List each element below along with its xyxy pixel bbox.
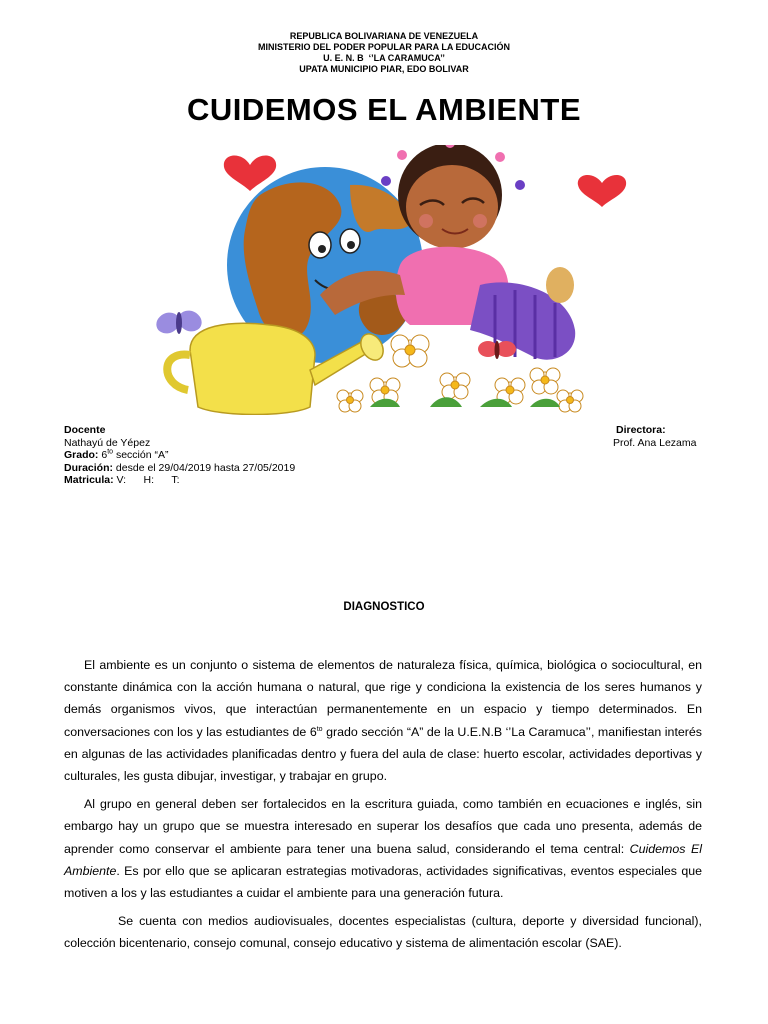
grado-superscript: to [107,448,114,456]
paragraph-2-text-a: Al grupo en general deben ser fortalecidos en la escritura guiada, como también en ecuaciones e inglés, sin embargo hay un grupo que se muestra interesado en superar los desafíos que cada uno presenta, además de aprender como conservar el ambiente para tener una buena salud, considerando el tema central: [64,797,702,856]
directora-label: Directora: [616,424,666,436]
paragraph-1 [64,654,702,787]
diagnostico-body [64,654,702,961]
duracion-line [64,462,295,475]
header-line-republic: REPUBLICA BOLIVARIANA DE VENEZUELA [289,31,479,41]
header-line-ministry: MINISTERIO DEL PODER POPULAR PARA LA EDUCACIÓN [257,42,510,52]
matricula-line [64,474,295,487]
grado-section: sección “A” [113,449,169,461]
cover-illustration [150,145,640,415]
duracion-value: desde el 29/04/2019 hasta 27/05/2019 [113,461,296,474]
paragraph-1-text-b: grado sección “A” de la U.E.N.B ‘’La Caramuca’’, manifiestan interés en algunas de las actividades planificadas dentro y fuera del aula de clase: huerto escolar, actividades deportivas y culturales, les gusta dibujar, investigar, y trabajar en grupo. [64,724,702,784]
header-line-school: U. E. N. B ‘’LA CARAMUCA’’ [323,53,445,63]
institution-header [0,31,768,75]
butterfly-icon [478,341,516,359]
grado-number: 6 [101,449,108,461]
diagnostico-heading: DIAGNOSTICO [343,601,425,613]
paragraph-2 [64,793,702,904]
paragraph-3: Se cuenta con medios audiovisuales, docentes especialistas (cultura, deporte y diversidad funcional), colección bicentenario, consejo comunal, consejo educativo y sistema de alimentación escolar (SAE). [64,914,702,951]
paragraph-1-text-a: El ambiente es un conjunto o sistema de elementos de naturaleza física, química, biológica o sociocultural, en constante dinámica con la acción humana o natural, que rige y condiciona la existencia de los seres humanos y demás organismos vivos, que interactúan permanentemente en un espacio y tiempo determinados. En conversaciones con los y las estudiantes de 6 [64,658,702,739]
header-line-location: UPATA MUNICIPIO PIAR, EDO BOLIVAR [299,64,469,74]
paragraph-2-text-b: . Es por ello que se aplicaran estrategias motivadoras, actividades significativas, eventos especiales que motiven a los y las estudiantes a cuidar el ambiente para una generación futura. [64,863,702,901]
matricula-value: V: H: T: [113,474,180,486]
teacher-info [64,424,295,487]
docente-name: Nathayú de Yépez [64,436,151,449]
butterfly-icon [153,307,205,337]
directora-name: Prof. Ana Lezama [613,436,697,449]
heart-icon [578,175,626,207]
grado-label: Grado: [64,449,99,461]
matricula-label: Matricula: [64,474,114,486]
page-title: CUIDEMOS EL AMBIENTE [186,92,582,127]
paragraph-1-superscript: to [316,725,323,733]
grado-line [64,449,295,462]
duracion-label: Duración: [64,461,114,474]
director-info [613,424,696,449]
docente-label: Docente [64,424,106,436]
paragraph-2-emphasis: Cuidemos El Ambiente [64,841,702,878]
